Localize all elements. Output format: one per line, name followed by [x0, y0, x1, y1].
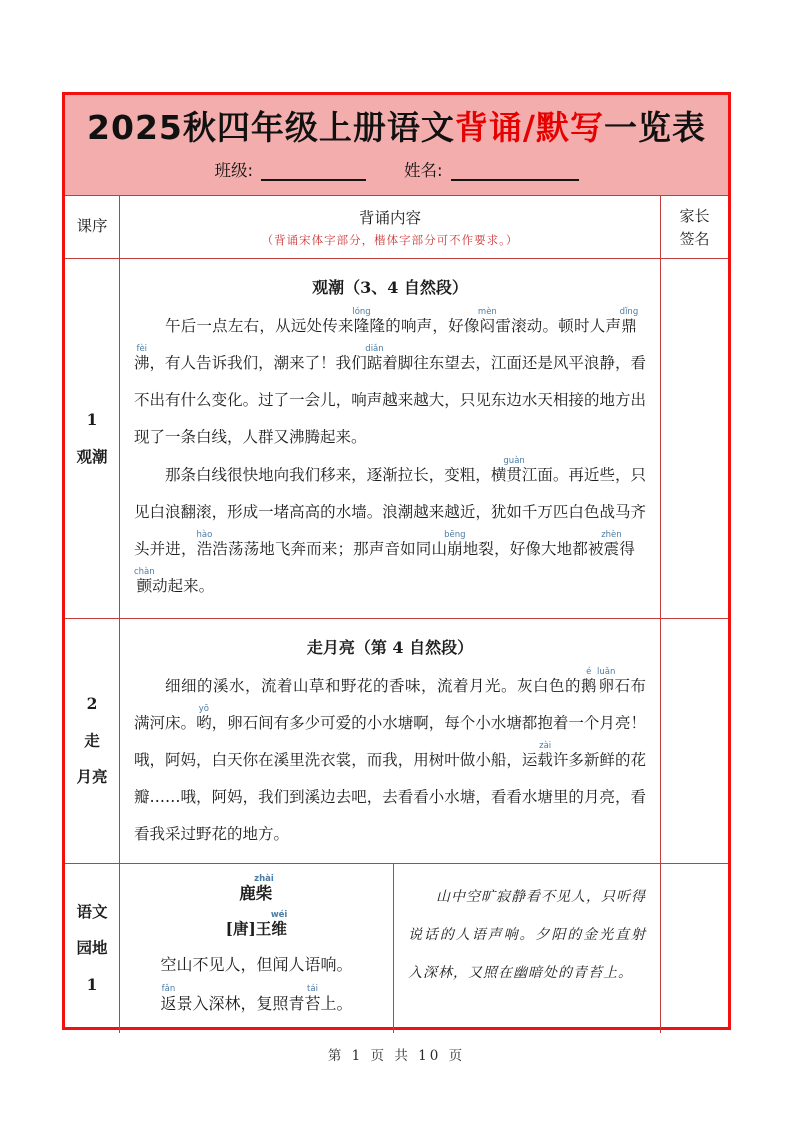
lesson1-order-cell	[65, 259, 120, 618]
poem-explanation-cell	[394, 864, 660, 1033]
poem-title: 鹿柴zhài	[239, 874, 274, 903]
title-part-tail: 一览表	[603, 108, 706, 147]
table-row-lesson2	[65, 618, 728, 863]
garden1-label-line3: 1	[86, 974, 98, 994]
title-part-red: 背诵/默写	[454, 108, 604, 147]
lesson1-content-cell	[120, 259, 660, 618]
table-header-row	[65, 195, 728, 258]
header-parent-signature	[660, 196, 728, 258]
lesson1-name: 观潮	[76, 446, 108, 466]
student-info-line	[214, 157, 578, 181]
lesson1-paragraph-2: 那条白线很快地向我们移来，逐渐拉长，变粗，横贯guàn江面。再近些，只见白浪翻滚，形成一堵高高的水墙。浪潮越来越近，犹如千万匹白色战马齐头并进，浩hào浩荡荡地飞奔而来；那声音如同山崩bēng地裂，好像大地都被震zhèn得颤chàn动起来。	[134, 456, 646, 595]
lesson2-content-cell	[120, 619, 660, 863]
title-part-black: 2025秋四年级上册语文	[87, 108, 455, 147]
header-recitation-content	[120, 196, 660, 258]
lesson2-number: 2	[86, 694, 98, 714]
title-banner	[65, 95, 728, 195]
lesson1-paragraph-1: 午后一点左右，从远处传来隆lóng隆的响声，好像闷mèn雷滚动。顿时人声鼎dǐng沸fèi，有人告诉我们，潮来了！我们踮diǎn着脚往东望去，江面还是风平浪静，看不出有什么变化。过了一会儿，响声越来越大，只见东边水天相接的地方出现了一条白线，人群又沸腾起来。	[134, 307, 646, 446]
garden1-order-cell	[65, 864, 120, 1033]
header-content-label: 背诵内容	[358, 208, 421, 227]
page-number-footer: 第 1 页 共 10 页	[327, 1048, 466, 1064]
recitation-table-frame	[62, 92, 731, 1030]
lesson1-signature-cell[interactable]	[660, 259, 728, 618]
header-content-note: （背诵宋体字部分，楷体字部分可不作要求。）	[261, 233, 519, 248]
lesson1-number: 1	[86, 410, 98, 430]
lesson1-section-title: 观潮（3、4 自然段）	[312, 278, 468, 297]
garden1-label-line1: 语文	[76, 901, 108, 921]
parent-label-line1: 家长	[679, 206, 710, 225]
lesson2-order-cell	[65, 619, 120, 863]
lesson2-section-title: 走月亮（第 4 自然段）	[306, 638, 474, 657]
class-label: 班级:	[214, 160, 253, 180]
table-row-lesson1	[65, 258, 728, 618]
poem-explanation-text: 山中空旷寂静看不见人，只听得说话的人语声响。夕阳的金光直射入深林，又照在幽暗处的青苔上。	[408, 889, 646, 981]
lesson2-signature-cell[interactable]	[660, 619, 728, 863]
page-title	[87, 108, 706, 148]
table-row-garden1	[65, 863, 728, 1033]
poem-cell	[120, 864, 394, 1033]
lesson2-name-line2: 月亮	[76, 767, 108, 787]
garden1-label-line2: 园地	[76, 938, 108, 958]
lesson2-paragraph-1: 细细的溪水，流着山草和野花的香味，流着月光。灰白色的鹅é卵luǎn石布满河床。哟yō，卵石间有多少可爱的小水塘啊，每个小水塘都抱着一个月亮！哦，阿妈，白天你在溪里洗衣裳，而我，用树叶做小船，运载zài许多新鲜的花瓣……哦，阿妈，我们到溪边去吧，去看看小水塘，看看水塘里的月亮，看看我采过野花的地方。	[134, 667, 646, 843]
name-blank-field[interactable]	[451, 161, 579, 180]
class-blank-field[interactable]	[261, 161, 366, 180]
garden1-content-cell	[120, 864, 660, 1033]
poem-author: [唐]王维wéi	[225, 910, 288, 938]
lesson2-name-line1: 走	[84, 730, 100, 750]
poem-line-1: 空山不见人，但闻人语响。	[160, 955, 353, 974]
poem-line-2: 返fǎn景入深林，复照青苔tái上。	[160, 984, 353, 1013]
parent-label-line2: 签名	[679, 230, 710, 249]
header-lesson-order: 课序	[65, 196, 120, 258]
garden1-signature-cell[interactable]	[660, 864, 728, 1033]
name-label: 姓名:	[404, 160, 443, 180]
